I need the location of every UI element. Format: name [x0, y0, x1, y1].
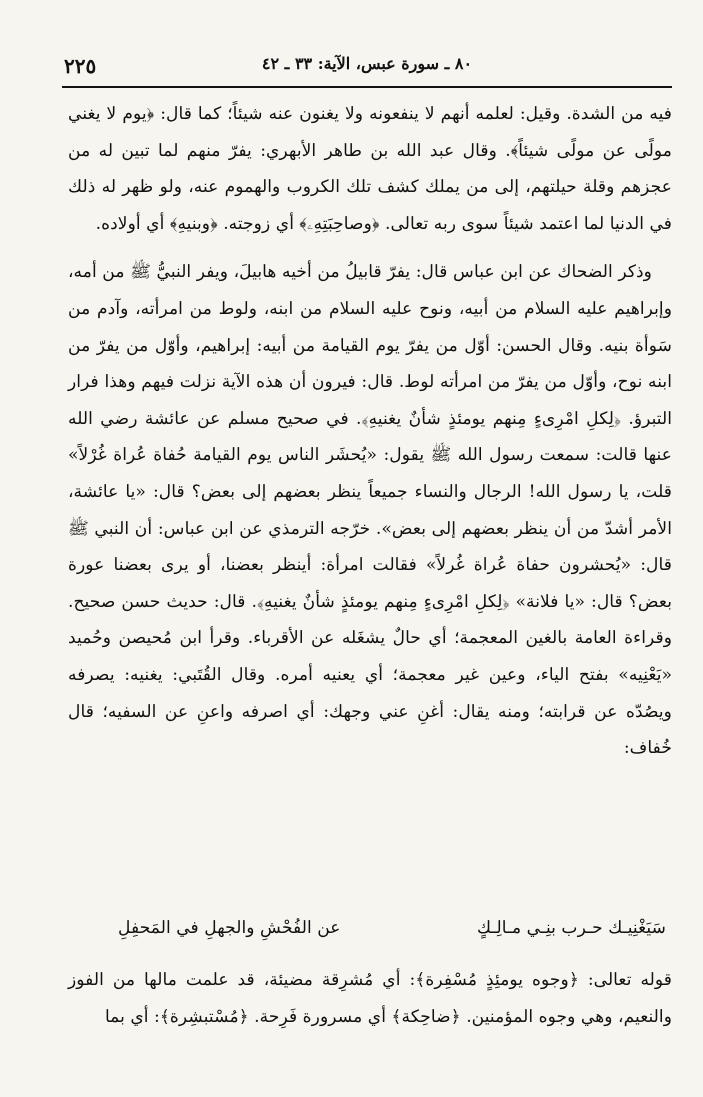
page-number: ٢٢٥	[64, 54, 97, 78]
poem-verse	[68, 912, 672, 952]
poem-hemistich-first: سَيَغْنِيـك حـرب بنِـي مـالِـكٍ	[476, 918, 666, 938]
running-title: ٨٠ ـ سورة عبس، الآية: ٣٣ ـ ٤٢	[261, 54, 473, 73]
paragraph-3: قوله تعالى: ﴿وجوه يومئِذٍ مُسْفِرة﴾: أي مُشرِقة مضيئة، قد علمت مالها من الفوز والنعيم، وهي وجوه المؤمنين. ﴿ضاحِكة﴾ أي مسرورة فَرِحة. ﴿مُسْتبشِرة﴾: أي بما	[68, 970, 672, 1027]
main-text	[68, 96, 672, 767]
header-rule	[62, 86, 672, 88]
poem-hemistich-second: عن الفُحْشِ والجهلِ في المَحفِلِ	[118, 918, 341, 938]
page-header	[62, 52, 672, 84]
paragraph-2: وذكر الضحاك عن ابن عباس قال: يفرّ قابيلُ من أخيه هابيلَ، ويفر النبيُّ ﷺ من أمه، وإبراهيم عليه السلام من أبيه، ونوح عليه السلام من ابنه، ولوط من امرأته، وآدم من سَوأة بنيه. وقال الحسن: أوّل من يفرّ يوم القيامة من أبيه: إبراهيم، وأوّل من يفرّ من ابنه نوح، وأوّل من يفرّ من امرأته لوط. قال: فيرون أن هذه الآية نزلت فيهم وهذا فرار التبرؤ. ﴿لِكلِ امْرِىءٍ مِنهم يومئذٍ شأنٌ يغنيهِ﴾. في صحيح مسلم عن عائشة رضي الله عنها قالت: سمعت رسول الله ﷺ يقول: «يُحشَر الناس يوم القيامة حُفاة عُراة غُرْلاً» قلت، يا رسول الله! الرجال والنساء جميعاً ينظر بعضهم إلى بعض؟ قال: «يا عائشة، الأمر أشدّ من أن ينظر بعضهم إلى بعض». خرّجه الترمذي عن ابن عباس: أن النبي ﷺ قال: «يُحشرون حفاة عُراة غُرلاً» فقالت امرأة: أينظر بعضنا، أو يرى بعضنا عورة بعض؟ قال: «يا فلانة» ﴿لِكلِ امْرِىءٍ مِنهم يومئذٍ شأنٌ يغنيهِ﴾. قال: حديث حسن صحيح. وقراءة العامة بالغين المعجمة؛ أي حالٌ يشغَله عن الأقرباء. وقرأ ابن مُحيصن وحُميد «يَعْنِيه» بفتح الياء، وعين غير معجمة؛ أي يعنيه أمره. وقال القُتَبي: يغنيه: يصرفه ويصُدّه عن قرابته؛ ومنه يقال: أغنِ عني وجهك: أي اصرفه واعنِ عن السفيه؛ قال خُفاف:	[68, 262, 672, 759]
closing-text	[68, 962, 672, 1035]
paragraph-1: فيه من الشدة. وقيل: لعلمه أنهم لا ينفعونه ولا يغنون عنه شيئاً؛ كما قال: ﴿يوم لا يغني مولًى عن مولًى شيئاً﴾. وقال عبد الله بن طاهر الأبهري: يفرّ منهم لما تبين له من عجزهم وقلة حيلتهم، إلى من يملك كشف تلك الكروب والهموم عنه، ولو ظهر له ذلك في الدنيا لما اعتمد شيئاً سوى ربه تعالى. ﴿وصاحِبَتِهِۦ﴾ أي زوجته. ﴿وبنيهِ﴾ أي أولاده.	[68, 104, 672, 234]
